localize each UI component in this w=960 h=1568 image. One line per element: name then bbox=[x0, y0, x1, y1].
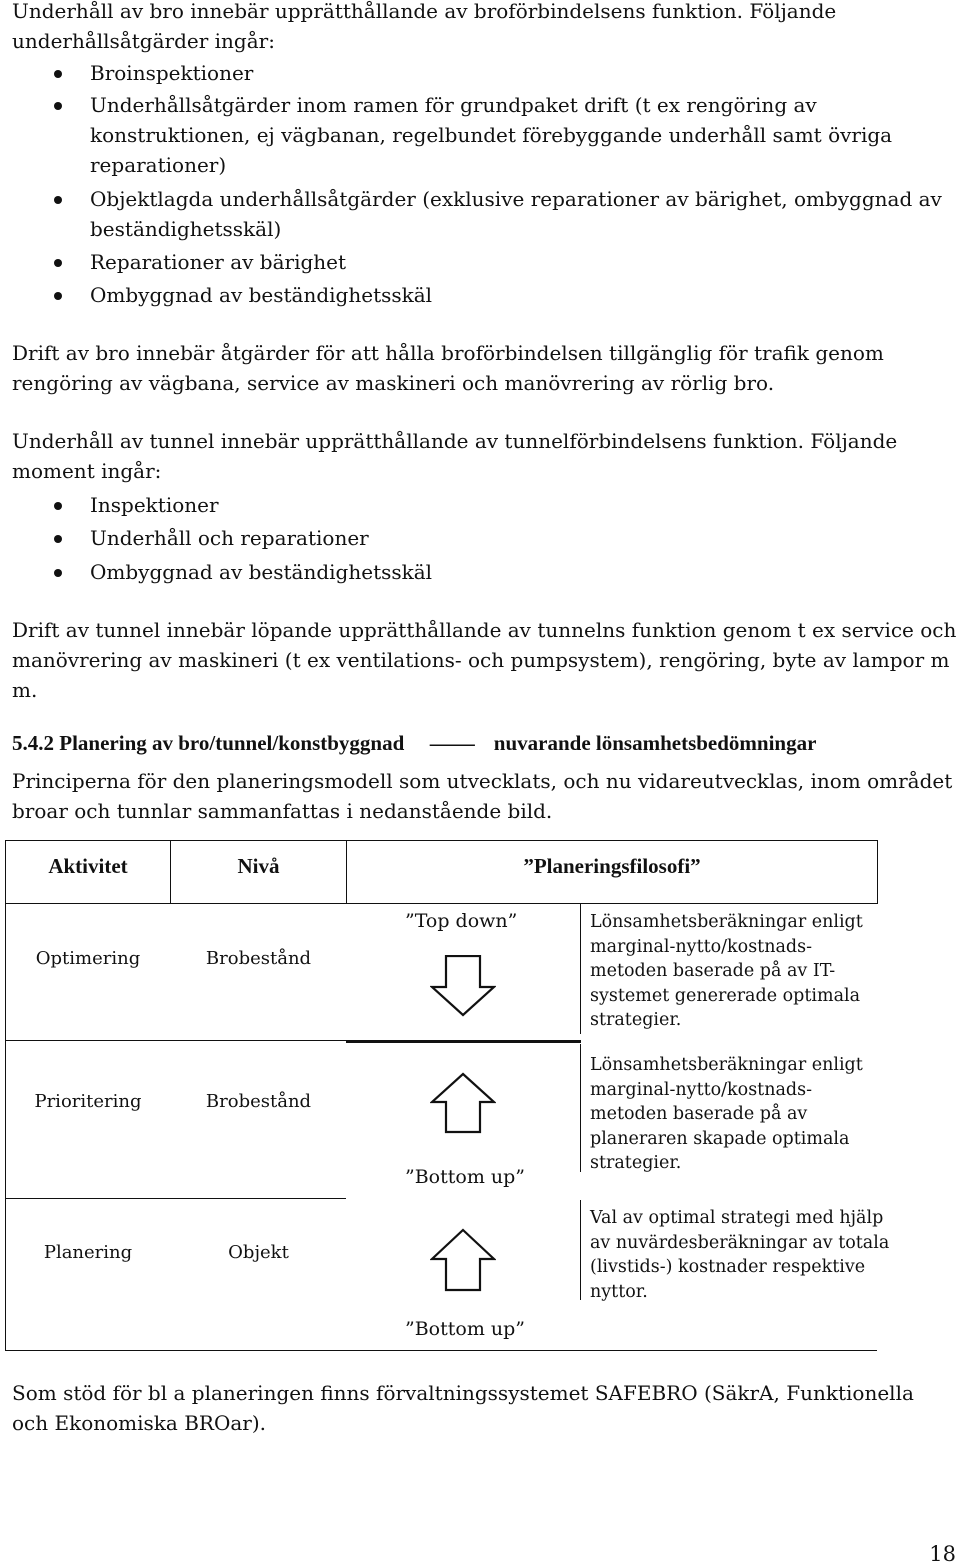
bullet-dot bbox=[54, 70, 62, 78]
bottom-up-label: ”Bottom up” bbox=[405, 1166, 525, 1188]
bullet-item-cont: konstruktionen, ej vägbanan, regelbundet förebyggande underhåll samt övriga bbox=[90, 123, 893, 147]
bullet-item: Reparationer av bärighet bbox=[90, 250, 347, 274]
table-row-sep bbox=[5, 1040, 346, 1041]
bullet-dot bbox=[54, 259, 62, 267]
row-niva: Brobestånd bbox=[205, 1091, 312, 1112]
row-aktivitet: Optimering bbox=[35, 948, 141, 969]
drift-tunnel-line-2: manövrering av maskineri (t ex ventilations- och pumpsystem), rengöring, byte av lampor m bbox=[12, 648, 950, 672]
bullet-item: Ombyggnad av beständighetsskäl bbox=[90, 560, 433, 584]
bullet-item: Inspektioner bbox=[90, 493, 219, 517]
row-desc: Val av optimal strategi med hjälp av nuvärdesberäkningar av totala (livstids-) kostnader respektive nyttor. bbox=[590, 1208, 890, 1302]
table-border-top bbox=[5, 840, 877, 841]
desc-col-sep bbox=[580, 1044, 581, 1172]
row-niva: Brobestånd bbox=[205, 948, 312, 969]
table-border-right bbox=[877, 840, 878, 904]
desc-col-sep bbox=[580, 1200, 581, 1300]
drift-bro-line-1: Drift av bro innebär åtgärder för att hålla broförbindelsen tillgänglig för trafik genom bbox=[12, 341, 884, 365]
page-number: 18 bbox=[929, 1542, 956, 1566]
bullet-item: Ombyggnad av beständighetsskäl bbox=[90, 283, 433, 307]
bullet-dot bbox=[54, 292, 62, 300]
tunnel-intro-line-2: moment ingår: bbox=[12, 459, 162, 483]
table-row-sep bbox=[5, 1198, 346, 1199]
section-para-line-1: Principerna för den planeringsmodell som utvecklats, och nu vidareutvecklas, inom området bbox=[12, 769, 953, 793]
header-filosofi: ”Planeringsfilosofi” bbox=[523, 854, 701, 878]
table-border-bottom bbox=[5, 1350, 877, 1351]
arrow-down-icon bbox=[430, 955, 496, 1017]
closing-line-1: Som stöd för bl a planeringen finns förvaltningssystemet SAFEBRO (SäkrA, Funktionella bbox=[12, 1381, 914, 1405]
bullet-item: Objektlagda underhållsåtgärder (exklusive reparationer av bärighet, ombyggnad av bbox=[90, 187, 942, 211]
desc-col-sep bbox=[580, 904, 581, 1034]
bullet-dot bbox=[54, 569, 62, 577]
closing-line-2: och Ekonomiska BROar). bbox=[12, 1411, 266, 1435]
bullet-dot bbox=[54, 502, 62, 510]
bullet-dot bbox=[54, 535, 62, 543]
header-niva: Nivå bbox=[237, 854, 280, 878]
row-aktivitet: Planering bbox=[43, 1242, 133, 1263]
top-down-label: ”Top down” bbox=[405, 910, 518, 932]
table-header-underline bbox=[5, 903, 877, 904]
section-para-line-2: broar och tunnlar sammanfattas i nedanstående bild. bbox=[12, 799, 553, 823]
bullet-item-cont: reparationer) bbox=[90, 153, 227, 177]
drift-bro-line-2: rengöring av vägbana, service av maskineri och manövrering av rörlig bro. bbox=[12, 371, 775, 395]
tunnel-intro-line-1: Underhåll av tunnel innebär upprätthållande av tunnelförbindelsens funktion. Följande bbox=[12, 429, 898, 453]
row-desc: Lönsamhetsberäkningar enligt marginal-nytto/kostnads- metoden baserade på av planeraren skapade optimala strategier. bbox=[590, 1055, 863, 1173]
row-aktivitet: Prioritering bbox=[34, 1091, 142, 1112]
drift-tunnel-line-3: m. bbox=[12, 678, 38, 702]
table-divider-thick bbox=[346, 1040, 581, 1043]
arrow-up-icon bbox=[430, 1072, 496, 1134]
bottom-up-label: ”Bottom up” bbox=[405, 1318, 525, 1340]
section-dash: – bbox=[429, 731, 475, 755]
section-heading bbox=[12, 731, 816, 756]
bullet-item: Broinspektioner bbox=[90, 61, 254, 85]
bullet-item: Underhåll och reparationer bbox=[90, 526, 369, 550]
header-aktivitet: Aktivitet bbox=[48, 854, 128, 878]
bullet-dot bbox=[54, 196, 62, 204]
row-niva: Objekt bbox=[228, 1242, 289, 1263]
section-subtitle: nuvarande lönsamhetsbedömningar bbox=[493, 731, 817, 755]
arrow-up-icon bbox=[430, 1228, 496, 1292]
drift-tunnel-line-1: Drift av tunnel innebär löpande upprätthållande av tunnelns funktion genom t ex service och bbox=[12, 618, 957, 642]
row-desc: Lönsamhetsberäkningar enligt marginal-nytto/kostnads- metoden baserade på av IT- systemet genererade optimala strategier. bbox=[590, 912, 863, 1030]
bullet-item: Underhållsåtgärder inom ramen för grundpaket drift (t ex rengöring av bbox=[90, 93, 817, 117]
intro-line-1: Underhåll av bro innebär upprätthållande av broförbindelsens funktion. Följande bbox=[12, 0, 837, 23]
bullet-item-cont: beständighetsskäl) bbox=[90, 217, 282, 241]
intro-line-2: underhållsåtgärder ingår: bbox=[12, 29, 275, 53]
bullet-dot bbox=[54, 102, 62, 110]
section-number-title: 5.4.2 Planering av bro/tunnel/konstbyggnad bbox=[12, 731, 405, 755]
